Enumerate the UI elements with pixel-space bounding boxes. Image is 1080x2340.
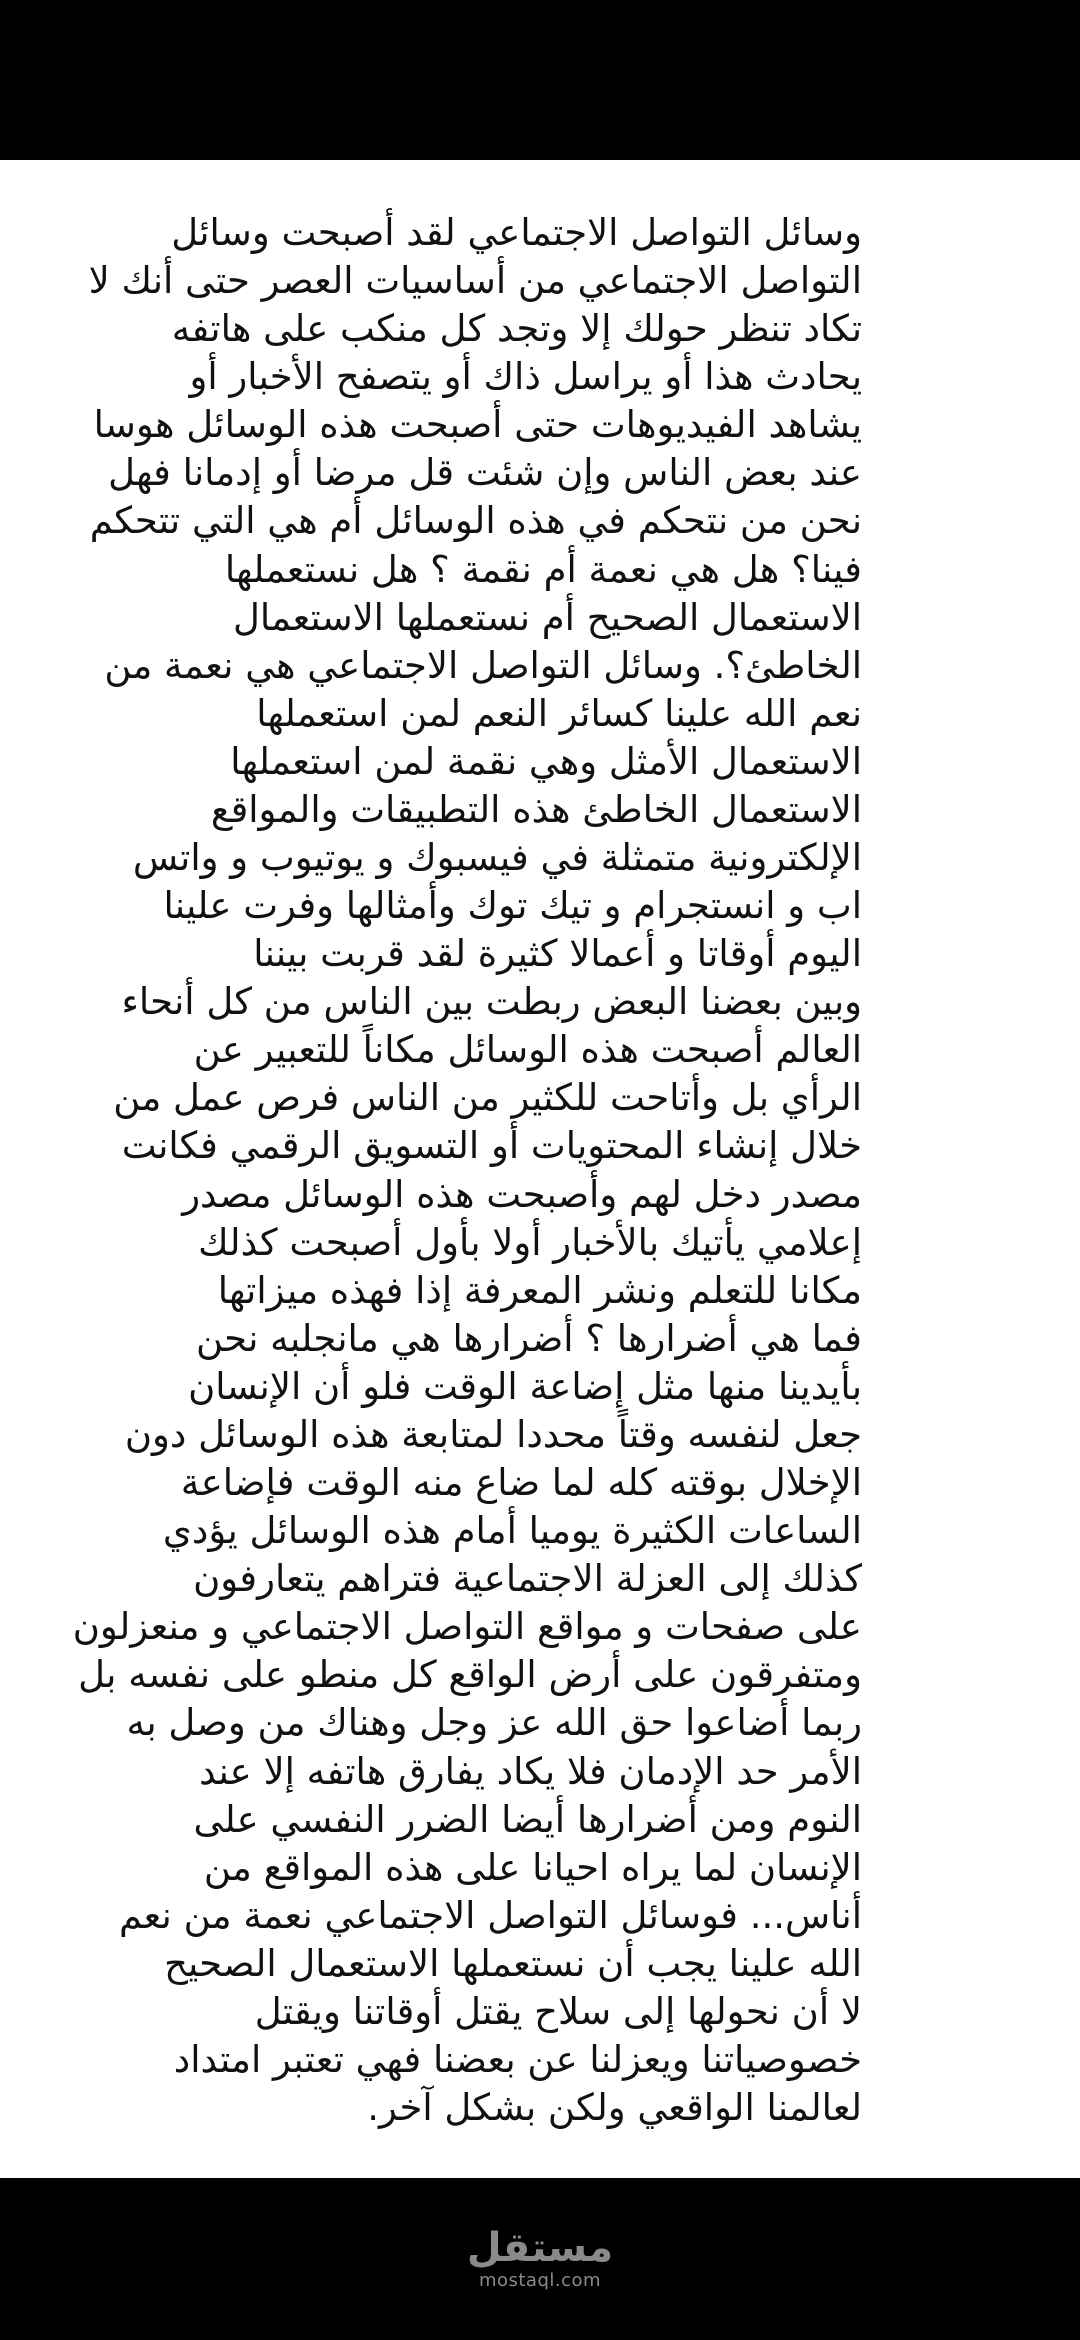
text-line: الخاطئ؟. وسائل التواصل الاجتماعي هي نعمة من [104, 643, 862, 687]
mostaql-watermark-logo [440, 2226, 640, 2292]
text-line: جعل لنفسه وقتاً محددا لمتابعة هذه الوسائل دون [124, 1412, 862, 1456]
top-black-bar [0, 0, 1080, 160]
text-line: خصوصياتنا ويعزلنا عن بعضنا فهي تعتبر امتداد [173, 2037, 862, 2081]
text-line: فما هي أضرارها ؟ أضرارها هي مانجلبه نحن [196, 1316, 862, 1360]
text-line: الساعات الكثيرة يوميا أمام هذه الوسائل يؤدي [162, 1509, 862, 1553]
text-line: لا أن نحولها إلى سلاح يقتل أوقاتنا ويقتل [254, 1989, 862, 2033]
text-line: النوم ومن أضرارها أيضا الضرر النفسي على [193, 1797, 862, 1841]
text-line: إعلامي يأتيك بالأخبار أولا بأول أصبحت كذلك [198, 1220, 862, 1264]
text-line: الاستعمال الصحيح أم نستعملها الاستعمال [233, 595, 862, 639]
text-line: تكاد تنظر حولك إلا وتجد كل منكب على هاتفه [171, 307, 862, 351]
text-line: مكانا للتعلم ونشر المعرفة إذا فهذه ميزاتها [217, 1268, 862, 1312]
text-line: على صفحات و مواقع التواصل الاجتماعي و منعزلون [72, 1605, 862, 1649]
text-line: خلال إنشاء المحتويات أو التسويق الرقمي فكانت [121, 1124, 862, 1168]
logo-url-text: mostaql.com [478, 2270, 602, 2291]
text-line: الله علينا يجب أن نستعملها الاستعمال الصحيح [164, 1941, 862, 1985]
article-text [52, 209, 862, 2132]
text-line: ربما أضاعوا حق الله عز وجل وهناك من وصل به [126, 1701, 862, 1745]
text-line: وبين بعضنا البعض ربطت بين الناس من كل أنحاء [121, 980, 862, 1024]
text-line: وسائل التواصل الاجتماعي لقد أصبحت وسائل [171, 211, 862, 254]
text-line: لعالمنا الواقعي ولكن بشكل آخر. [367, 2086, 862, 2130]
text-line: اليوم أوقاتا و أعمالا كثيرة لقد قربت بيننا [253, 932, 862, 976]
text-line: عند بعض الناس وإن شئت قل مرضا أو إدمانا فهل [108, 451, 862, 495]
document-page [0, 160, 1080, 2178]
text-line: ومتفرقون على أرض الواقع كل منطو على نفسه بل [78, 1653, 862, 1697]
text-line: الاستعمال الأمثل وهي نقمة لمن استعملها [230, 739, 862, 783]
text-line: التواصل الاجتماعي من أساسيات العصر حتى أنك لا [88, 259, 862, 303]
text-line: نعم الله علينا كسائر النعم لمن استعملها [256, 691, 862, 735]
text-line: يحادث هذا أو يراسل ذاك أو يتصفح الأخبار أو [189, 355, 862, 399]
text-line: العالم أصبحت هذه الوسائل مكاناً للتعبير عن [193, 1028, 862, 1072]
text-line: مصدر دخل لهم وأصبحت هذه الوسائل مصدر [182, 1172, 862, 1216]
text-line: الإنسان لما يراه احيانا على هذه المواقع من [203, 1845, 862, 1889]
text-line: الرأي بل وأتاحت للكثير من الناس فرص عمل من [113, 1076, 862, 1120]
text-line: يشاهد الفيديوهات حتى أصبحت هذه الوسائل هوسا [93, 403, 862, 447]
text-line: اب و انستجرام و تيك توك وأمثالها وفرت علينا [163, 884, 862, 928]
text-line: كذلك إلى العزلة الاجتماعية فتراهم يتعارفون [193, 1557, 862, 1601]
text-line: الاستعمال الخاطئ هذه التطبيقات والمواقع [210, 787, 862, 831]
text-line: فينا؟ هل هي نعمة أم نقمة ؟ هل نستعملها [224, 547, 862, 591]
text-line: الإلكترونية متمثلة في فيسبوك و يوتيوب و واتس [132, 836, 862, 880]
text-line: أناس... فوسائل التواصل الاجتماعي نعمة من نعم [119, 1893, 862, 1937]
logo-arabic-text: مستقل [466, 2225, 614, 2271]
text-line: نحن من نتحكم في هذه الوسائل أم هي التي تتحكم [89, 499, 862, 543]
text-line: بأيدينا منها مثل إضاعة الوقت فلو أن الإنسان [188, 1364, 862, 1408]
text-line: الإخلال بوقته كله لما ضاع منه الوقت فإضاعة [180, 1461, 862, 1505]
text-line: الأمر حد الإدمان فلا يكاد يفارق هاتفه إلا عند [199, 1749, 862, 1793]
